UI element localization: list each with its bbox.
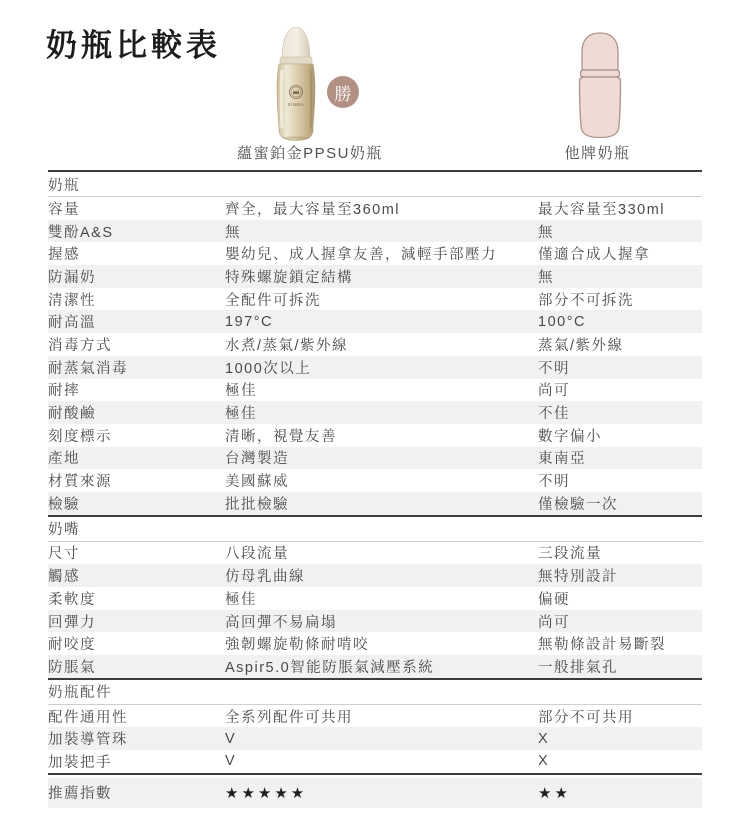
value-theirs: 僅適合成人握拿 [538, 247, 650, 264]
table-section [48, 170, 702, 515]
rating-row [48, 778, 702, 808]
row-label: 耐摔 [48, 383, 80, 400]
value-ours: 極佳 [225, 383, 257, 400]
section-header: 奶嘴 [48, 517, 702, 542]
row-label: 尺寸 [48, 546, 80, 563]
product-image-ours [210, 22, 410, 142]
other-bottle-illustration [576, 30, 624, 142]
value-theirs: 蒸氣/紫外線 [538, 337, 624, 354]
value-ours: 台灣製造 [225, 451, 289, 468]
section-rows [48, 197, 702, 515]
value-ours: 197°C [225, 313, 273, 330]
value-theirs: 東南亞 [538, 451, 586, 468]
row-label: 配件通用性 [48, 709, 128, 726]
section-header: 奶瓶配件 [48, 680, 702, 705]
rating-stars-theirs: ★★ [538, 784, 571, 802]
table-row [48, 705, 702, 728]
value-theirs: 一般排氣孔 [538, 659, 618, 676]
other-bottle-body [580, 77, 621, 138]
value-theirs: 數字偏小 [538, 428, 602, 445]
row-label: 耐高溫 [48, 315, 96, 332]
row-label: 耐酸鹼 [48, 406, 96, 423]
table-row [48, 242, 702, 265]
value-ours: 水煮/蒸氣/紫外線 [225, 337, 349, 354]
value-ours: 全系列配件可共用 [225, 709, 353, 726]
other-bottle-cap [582, 33, 618, 70]
value-ours: 強韌螺旋勒條耐啃咬 [225, 637, 369, 654]
product-theirs [520, 22, 675, 163]
value-theirs: 無 [538, 224, 554, 241]
row-label: 防脹氣 [48, 659, 96, 676]
value-ours: 極佳 [225, 406, 257, 423]
row-label: 刻度標示 [48, 428, 112, 445]
value-ours: 齊全，最大容量至360ml [225, 201, 400, 218]
table-row [48, 587, 702, 610]
value-theirs: 無勒條設計易斷裂 [538, 637, 666, 654]
value-theirs: X [538, 730, 550, 747]
value-theirs: 最大容量至330ml [538, 201, 665, 218]
page-title: 奶瓶比較表 [46, 28, 221, 63]
row-label: 耐蒸氣消毒 [48, 360, 128, 377]
row-label: 材質來源 [48, 474, 112, 491]
value-theirs: 不佳 [538, 406, 570, 423]
section-header: 奶瓶 [48, 172, 702, 197]
table-row [48, 379, 702, 402]
row-label: 消毒方式 [48, 337, 112, 354]
table-row [48, 447, 702, 470]
comparison-table [48, 170, 702, 808]
rating-footer [48, 773, 702, 808]
value-ours: 1000次以上 [225, 360, 312, 377]
table-row [48, 220, 702, 243]
row-label: 雙酚A&S [48, 224, 114, 241]
table-row [48, 564, 702, 587]
value-ours: 批批檢驗 [225, 496, 289, 513]
value-ours: 清晰，視覺友善 [225, 428, 337, 445]
table-row [48, 750, 702, 773]
value-theirs: 無特別設計 [538, 569, 618, 586]
value-ours: 美國蘇威 [225, 474, 289, 491]
row-label: 握感 [48, 247, 80, 264]
value-theirs: 部分不可共用 [538, 709, 634, 726]
product-image-theirs [520, 22, 675, 142]
table-row [48, 424, 702, 447]
value-ours: Aspir5.0智能防脹氣減壓系統 [225, 659, 435, 676]
value-theirs: 無 [538, 269, 554, 286]
value-ours: 八段流量 [225, 546, 289, 563]
row-label: 耐咬度 [48, 637, 96, 654]
row-label: 檢驗 [48, 496, 80, 513]
table-row [48, 356, 702, 379]
table-row [48, 610, 702, 633]
value-ours: 極佳 [225, 591, 257, 608]
value-theirs: 不明 [538, 474, 570, 491]
table-row [48, 469, 702, 492]
row-label: 容量 [48, 201, 80, 218]
table-row [48, 288, 702, 311]
value-ours: V [225, 753, 237, 770]
value-theirs: 不明 [538, 360, 570, 377]
value-theirs: 三段流量 [538, 546, 602, 563]
table-row [48, 542, 702, 565]
row-label: 觸感 [48, 569, 80, 586]
value-ours: 無 [225, 224, 241, 241]
value-ours: 高回彈不易扁塌 [225, 614, 337, 631]
rating-label: 推薦指數 [48, 786, 112, 803]
winner-badge [327, 76, 359, 108]
bottle-nipple-cap [282, 27, 310, 59]
product-ours [210, 22, 410, 163]
section-rows [48, 705, 702, 773]
value-theirs: X [538, 753, 550, 770]
product-caption-ours: 蘊蜜鉑金PPSU奶瓶 [237, 145, 383, 162]
table-row [48, 197, 702, 220]
row-label: 防漏奶 [48, 269, 96, 286]
table-section [48, 515, 702, 678]
value-theirs: 尚可 [538, 614, 570, 631]
value-ours: 仿母乳曲線 [225, 569, 305, 586]
value-theirs: 僅檢驗一次 [538, 496, 618, 513]
rating-stars-ours: ★★★★★ [225, 784, 308, 802]
value-theirs: 尚可 [538, 383, 570, 400]
product-caption-theirs: 他牌奶瓶 [564, 145, 631, 162]
brand-mark-text: SIMBA [287, 102, 305, 107]
row-label: 回彈力 [48, 614, 96, 631]
table-row [48, 333, 702, 356]
value-theirs: 100°C [538, 313, 586, 330]
table-section [48, 678, 702, 773]
value-ours: 全配件可拆洗 [225, 292, 321, 309]
table-row [48, 401, 702, 424]
row-label: 產地 [48, 451, 80, 468]
row-label: 加裝導管珠 [48, 732, 128, 749]
row-label: 清潔性 [48, 292, 96, 309]
winner-badge-label: 勝 [334, 84, 352, 104]
ppsu-bottle-image [272, 24, 320, 144]
table-row [48, 492, 702, 515]
other-bottle-ring [581, 70, 620, 77]
table-row [48, 727, 702, 750]
value-ours: V [225, 730, 237, 747]
table-row [48, 632, 702, 655]
row-label: 加裝把手 [48, 754, 112, 771]
bottle-collar [280, 57, 312, 64]
value-theirs: 部分不可拆洗 [538, 292, 634, 309]
value-ours: 特殊螺旋鎖定結構 [225, 269, 353, 286]
table-row [48, 310, 702, 333]
section-rows [48, 542, 702, 678]
table-row [48, 265, 702, 288]
value-ours: 嬰幼兒、成人握拿友善，減輕手部壓力 [225, 247, 497, 264]
table-row [48, 655, 702, 678]
value-theirs: 偏硬 [538, 591, 570, 608]
row-label: 柔軟度 [48, 591, 96, 608]
